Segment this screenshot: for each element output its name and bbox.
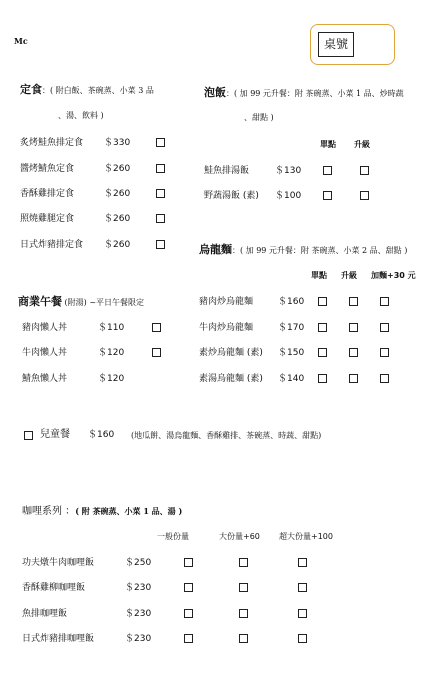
curry-item-price: ＄230 — [125, 634, 152, 644]
curry-title: 咖哩系列 ： — [22, 506, 76, 517]
udon-single-checkbox[interactable] — [318, 297, 327, 306]
rice-soup-item-name: 鮭魚排湯飯 — [204, 166, 250, 176]
set-meal-item-name: 醬烤鯖魚定食 — [20, 164, 75, 174]
udon-single-checkbox[interactable] — [318, 348, 327, 357]
set-meal-item-price: ＄260 — [104, 240, 131, 250]
curry-item-price: ＄250 — [125, 558, 152, 568]
lunch-item-name: 鯖魚懶人丼 — [22, 374, 68, 384]
lunch-checkbox[interactable] — [152, 348, 161, 357]
udon-item-price: ＄170 — [278, 323, 305, 333]
udon-item-name: 豬肉炒烏龍麵 — [199, 297, 254, 307]
curry-col-regular: 一般份量 — [157, 532, 189, 541]
udon-single-checkbox[interactable] — [318, 374, 327, 383]
udon-extra-checkbox[interactable] — [380, 348, 389, 357]
curry-xlarge-checkbox[interactable] — [298, 583, 307, 592]
lunch-header — [18, 296, 144, 309]
udon-title: 烏龍麵 — [199, 243, 232, 256]
udon-item-name: 素湯烏龍麵 (素) — [199, 374, 263, 384]
rice-soup-upgrade-checkbox[interactable] — [360, 166, 369, 175]
udon-upgrade-checkbox[interactable] — [349, 297, 358, 306]
curry-large-checkbox[interactable] — [239, 558, 248, 567]
curry-large-checkbox[interactable] — [239, 634, 248, 643]
rice-soup-title: 泡飯 — [204, 86, 226, 99]
rice-soup-header — [204, 87, 404, 100]
udon-col-extra: 加麵+30 元 — [371, 271, 416, 280]
udon-extra-checkbox[interactable] — [380, 323, 389, 332]
set-meal-item-name: 照燒雞腿定食 — [20, 214, 75, 224]
set-meal-note-2: 、湯、飲料 ) — [58, 111, 104, 120]
udon-item-price: ＄140 — [278, 374, 305, 384]
curry-item-name: 魚排咖哩飯 — [22, 609, 68, 619]
kids-meal-note: (地瓜餅、湯烏龍麵、香酥雞排、茶碗蒸、時蔬、甜點) — [131, 431, 322, 440]
udon-single-checkbox[interactable] — [318, 323, 327, 332]
rice-soup-note-2: 、甜點 ) — [244, 113, 274, 122]
udon-upgrade-checkbox[interactable] — [349, 323, 358, 332]
curry-header — [22, 505, 182, 518]
curry-large-checkbox[interactable] — [239, 583, 248, 592]
curry-item-price: ＄230 — [125, 609, 152, 619]
rice-soup-note-1: ：( 加 99 元升餐：附 茶碗蒸、小菜 1 品、炒時蔬 — [226, 89, 404, 98]
rice-soup-item-price: ＄130 — [275, 166, 302, 176]
kids-meal-label: 兒童餐 — [40, 429, 70, 440]
rice-soup-upgrade-checkbox[interactable] — [360, 191, 369, 200]
curry-regular-checkbox[interactable] — [184, 634, 193, 643]
curry-item-name: 香酥雞柳咖哩飯 — [22, 583, 86, 593]
curry-xlarge-checkbox[interactable] — [298, 634, 307, 643]
curry-item-name: 日式炸豬排咖哩飯 — [22, 634, 95, 644]
set-meal-item-name: 日式炸豬排定食 — [20, 240, 84, 250]
rice-soup-col-single: 單點 — [320, 140, 336, 149]
udon-extra-checkbox[interactable] — [380, 297, 389, 306]
set-meal-checkbox[interactable] — [156, 240, 165, 249]
lunch-item-name: 牛肉懶人丼 — [22, 348, 68, 358]
udon-upgrade-checkbox[interactable] — [349, 348, 358, 357]
table-number-field[interactable]: 桌號 — [318, 32, 354, 57]
curry-col-xlarge: 超大份量+100 — [279, 532, 333, 541]
udon-upgrade-checkbox[interactable] — [349, 374, 358, 383]
udon-item-price: ＄150 — [278, 348, 305, 358]
set-meal-item-price: ＄260 — [104, 164, 131, 174]
lunch-item-price: ＄110 — [98, 323, 125, 333]
logo-text: Mc — [14, 36, 28, 46]
curry-regular-checkbox[interactable] — [184, 558, 193, 567]
rice-soup-item-name: 野蔬湯飯 (素) — [204, 191, 259, 201]
udon-item-price: ＄160 — [278, 297, 305, 307]
set-meal-note-1: ：( 附白飯、茶碗蒸、小菜 3 品 — [42, 86, 154, 95]
rice-soup-single-checkbox[interactable] — [323, 191, 332, 200]
udon-col-upgrade: 升級 — [341, 271, 357, 280]
set-meal-item-price: ＄260 — [104, 189, 131, 199]
curry-large-checkbox[interactable] — [239, 609, 248, 618]
curry-xlarge-checkbox[interactable] — [298, 609, 307, 618]
set-meal-item-name: 香酥雞排定食 — [20, 189, 75, 199]
kids-meal-price: ＄160 — [88, 430, 115, 440]
curry-regular-checkbox[interactable] — [184, 583, 193, 592]
lunch-item-price: ＄120 — [98, 348, 125, 358]
rice-soup-single-checkbox[interactable] — [323, 166, 332, 175]
curry-note: ( 附 茶碗蒸、小菜 1 品、湯 ) — [75, 506, 183, 516]
lunch-item-name: 豬肉懶人丼 — [22, 323, 68, 333]
udon-item-name: 牛肉炒烏龍麵 — [199, 323, 254, 333]
lunch-item-price: ＄120 — [98, 374, 125, 384]
curry-xlarge-checkbox[interactable] — [298, 558, 307, 567]
curry-item-price: ＄230 — [125, 583, 152, 593]
set-meal-checkbox[interactable] — [156, 214, 165, 223]
set-meal-checkbox[interactable] — [156, 164, 165, 173]
udon-col-single: 單點 — [311, 271, 327, 280]
udon-note: ：( 加 99 元升餐：附 茶碗蒸、小菜 2 品、甜點 ) — [232, 246, 408, 255]
rice-soup-col-upgrade: 升級 — [354, 140, 370, 149]
set-meal-checkbox[interactable] — [156, 138, 165, 147]
set-meal-checkbox[interactable] — [156, 189, 165, 198]
udon-item-name: 素炒烏龍麵 (素) — [199, 348, 263, 358]
rice-soup-item-price: ＄100 — [275, 191, 302, 201]
lunch-checkbox[interactable] — [152, 323, 161, 332]
set-meal-title: 定食 — [20, 83, 42, 96]
set-meal-item-price: ＄260 — [104, 214, 131, 224]
set-meal-item-price: ＄330 — [104, 138, 131, 148]
set-meal-item-name: 炙烤鮭魚排定食 — [20, 138, 84, 148]
curry-regular-checkbox[interactable] — [184, 609, 193, 618]
curry-col-large: 大份量+60 — [219, 532, 260, 541]
curry-item-name: 功夫燉牛肉咖哩飯 — [22, 558, 95, 568]
udon-extra-checkbox[interactable] — [380, 374, 389, 383]
udon-header — [199, 244, 407, 257]
table-number-box — [310, 24, 395, 65]
kids-meal-checkbox[interactable] — [24, 431, 33, 440]
lunch-note: (附湯) ~平日午餐限定 — [62, 298, 145, 307]
lunch-title: 商業午餐 — [18, 295, 62, 308]
set-meal-header — [20, 84, 154, 97]
